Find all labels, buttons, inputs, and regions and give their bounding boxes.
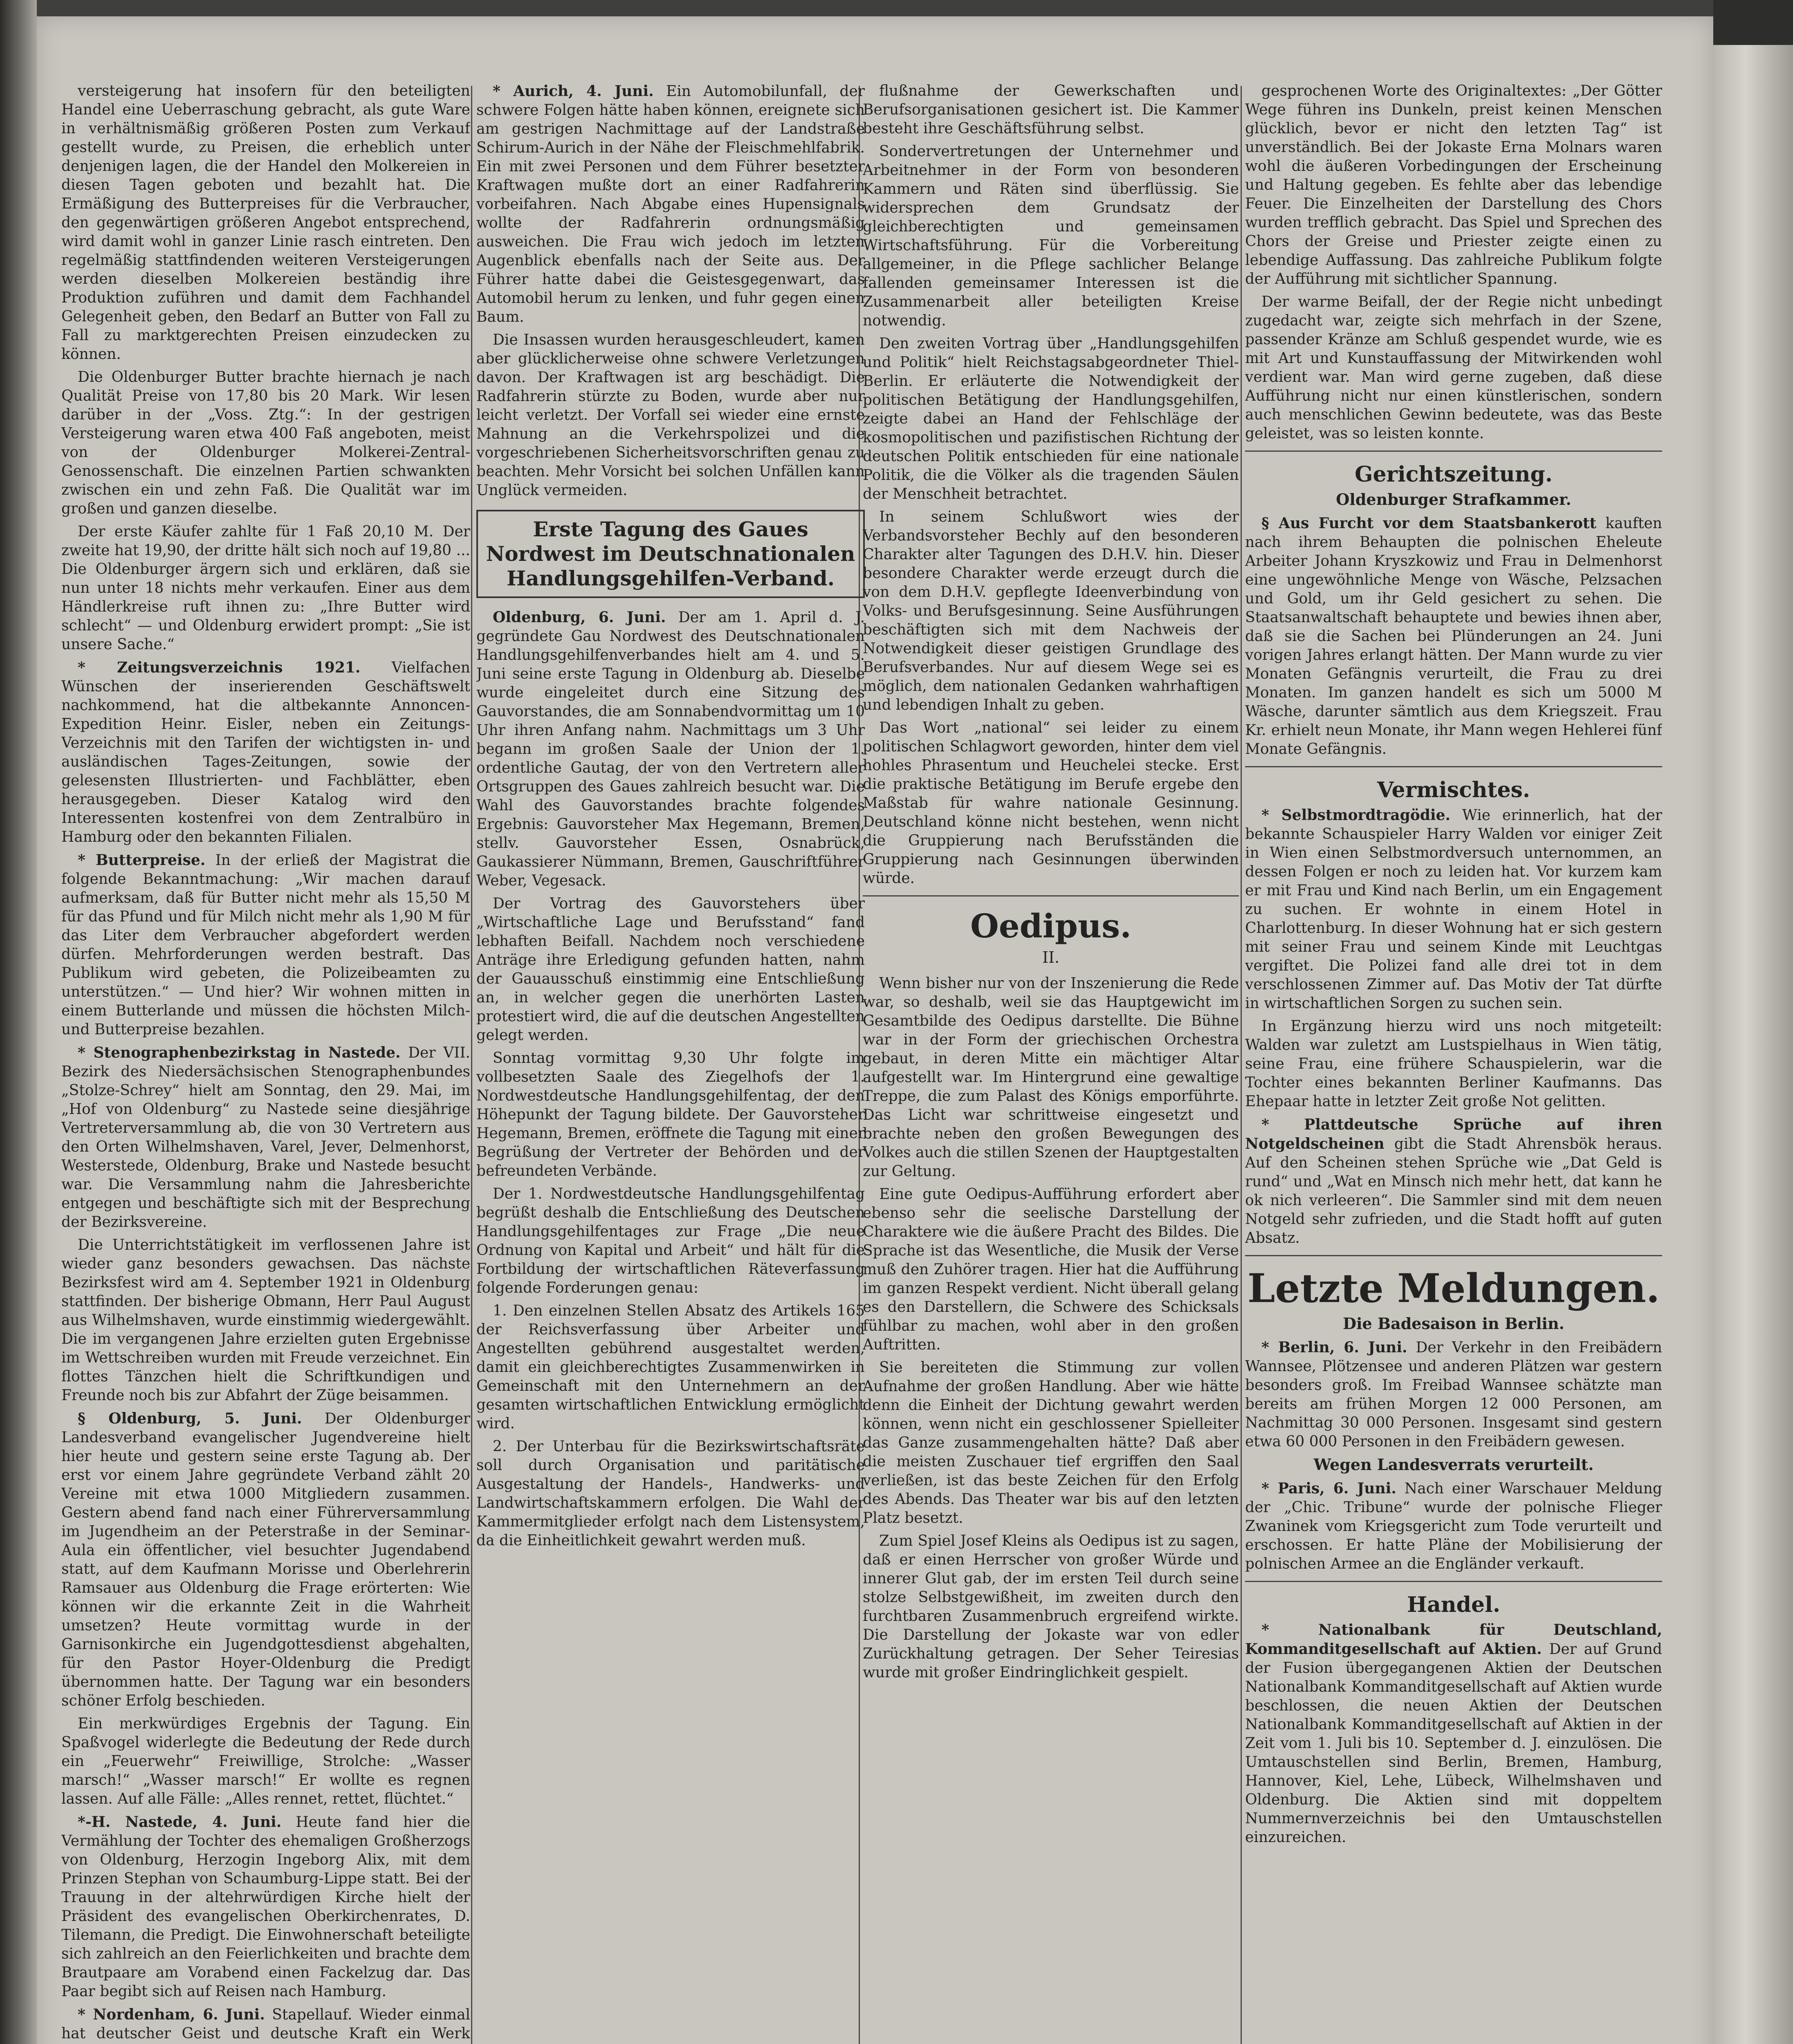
article-text: Der am 1. April d. J. gegründete Gau Nordwest des Deutschnationalen Handlungsgehilfenverbandes hielt am 4. und 5. Juni seine erste Tagung in Oldenburg ab. Dieselbe wurde eingeleitet durch eine Sitzung des Gauvorstandes, die am Sonnabendvormittag um 10 Uhr ihren Anfang nahm. Nachmittags um 3 Uhr begann im großen Saale der Union der 1. ordentliche Gautag, der von den Vertretern aller Ortsgruppen des Gaues zahlreich besucht war. Die Wahl des Gauvorstandes brachte folgendes Ergebnis: Gauvorsteher Max Hegemann, Bremen, stellv. Gauvorsteher Essen, Osnabrück, Gaukassierer Nümmann, Bremen, Gauschriftführer Weber, Vegesack. (476, 609, 865, 889)
article-text: Der Vortrag des Gauvorstehers über „Wirtschaftliche Lage und Berufsstand“ fand lebhaften Beifall. Nachdem noch verschiedene Anträge ihre Erledigung gefunden hatten, nahm der Gauausschuß einstimmig eine Entschließung an, in welcher gegen die unerhörten Lasten protestiert wird, die auf die deutschen Angestellten gelegt werden. (476, 895, 865, 1044)
article-text: Ein Automobilunfall, der schwere Folgen hätte haben können, ereignete sich am gestrigen Nachmittage auf der Landstraße Schirum-Aurich in der Nähe der Fleischmehlfabrik. Ein mit zwei Personen und dem Führer besetzter Kraftwagen mußte dort an einer Radfahrerin vorbeifahren. Nach Abgabe eines Hupensignals wollte der Radfahrerin ordnungsmäßig ausweichen. Die Frau wich jedoch im letzten Augenblick ebenfalls nach der Seite aus. Der Führer hatte dabei die Geistesgegenwart, das Automobil herum zu lenken, und fuhr gegen einen Baum. (476, 83, 865, 325)
section-divider (1245, 766, 1662, 767)
article-text: 1. Den einzelnen Stellen Absatz des Artikels 165 der Reichsverfassung über Arbeiter und Angestellten gebührend ausgestaltet werden, damit ein gleichberechtigtes Zusammenwirken in Gemeinschaft mit den Unternehmern an der gesamten wirtschaftlichen Entwicklung ermöglicht wird. (476, 1302, 865, 1432)
article-heading: * Aurich, 4. Juni. (493, 83, 654, 100)
article-paragraph (1245, 806, 1662, 1013)
article-paragraph (61, 1043, 470, 1232)
article-heading: * Stenographenbezirkstag in Nastede. (78, 1044, 401, 1061)
section-divider (1245, 450, 1662, 452)
article-heading: § Aus Furcht vor dem Staatsbankerott (1261, 515, 1597, 532)
column-3 (863, 82, 1239, 2044)
article-paragraph (1245, 1620, 1662, 1847)
section-subtitle: Die Badesaison in Berlin. (1343, 1314, 1564, 1333)
article-text: Stapellauf. Wieder einmal hat deutscher Geist und deutsche Kraft ein Werk (61, 2006, 470, 2042)
article-text: Zum Spiel Josef Kleins als Oedipus ist zu sagen, daß er einen Herrscher von großer Würde und innerer Glut gab, der im ersten Teil durch seine stolze Selbstgewißheit, im zweiten durch den furchtbaren Zusammenbruch ergreifend wirkte. Die Darstellung der Jokaste war von edler Zurückhaltung getragen. Der Seher Teiresias wurde mit großer Eindringlichkeit gespielt. (863, 1533, 1239, 1681)
article-text: gibt die Stadt Ahrensbök heraus. Auf den Scheinen stehen Sprüche wie „Dat Geld is rund“ und „Wat en Minsch nich mehr hett, dat kann he ok nich verleeren“. Die Sammler sind mit dem neuen Notgeld sehr zufrieden, und die Stadt hofft auf guten Absatz. (1245, 1136, 1662, 1246)
article-text: Nach einer Warschauer Meldung der „Chic. Tribune“ wurde der polnische Flieger Zwaninek vom Kriegsgericht zum Tode verurteilt und erschossen. Er hatte Pläne der Mobilisierung der polnischen Armee an die Engländer verkauft. (1245, 1480, 1662, 1572)
article-paragraph (476, 608, 865, 890)
article-heading: * Nordenham, 6. Juni. (78, 2006, 265, 2023)
article-text: In Ergänzung hierzu wird uns noch mitgeteilt: Walden war zuletzt am Lustspielhaus in Wien tätig, seine Frau, eine frühere Schauspielerin, war die Tochter eines bekannten Berliner Kaufmanns. Das Ehepaar hatte in letzter Zeit große Not gelitten. (1245, 1018, 1662, 1110)
article-heading: Oldenburg, 6. Juni. (493, 609, 666, 626)
article-heading: * Nationalbank für Deutschland, Kommanditgesellschaft auf Aktien. (1245, 1621, 1662, 1658)
article-text: Der Oldenburger Landesverband evangelischer Jugendvereine hielt hier heute und gestern seine erste Tagung ab. Der erst vor einem Jahre gegründete Verband zählt 20 Vereine mit etwa 1000 Mitgliedern zusammen. Gestern abend fand nach einer Führerversammlung im Jugendheim an der Peterstraße in der Seminar-Aula ein öffentlicher, viel besuchter Jugendabend statt, auf dem Kaufmann Morisse und Oberlehrerin Ramsauer aus Oldenburg die Frage erörterten: Wie können wir die erkannte Zeit in die Wahrheit umsetzen? Heute vormittag wurde in der Garnisonkirche ein Jugendgottesdienst abgehalten, für den Pastor Hoyer-Oldenburg die Predigt übernommen hatte. Der Tagung war ein besonders schöner Erfolg beschieden. (61, 1410, 470, 1709)
article-text: Sondervertretungen der Unternehmer und Arbeitnehmer in der Form von besonderen Kammern und Räten sind überflüssig. Sie widersprechen dem Grundsatz der gleichberechtigten und gemeinsamen Wirtschaftsführung. Für die Vorbereitung allgemeiner, in die Pflege sachlicher Belange fallenden gemeinsamer Interessen ist die Zusammenarbeit aller beteiligten Kreise notwendig. (863, 143, 1239, 329)
article-paragraph (61, 658, 470, 847)
section-divider (1245, 1255, 1662, 1256)
article-text: Die Oldenburger Butter brachte hiernach je nach Qualität Preise von 17,80 bis 20 Mark. Wir lesen darüber in der „Voss. Ztg.“: In der gestrigen Versteigerung waren etwa 400 Faß angeboten, meist von der Oldenburger Molkerei-Zentral-Genossenschaft. Die einzelnen Partien schwankten zwischen ein und zehn Faß. Die Qualität war im großen und ganzen dieselbe. (61, 369, 470, 517)
article-heading: * Paris, 6. Juni. (1261, 1480, 1396, 1497)
column-1 (61, 82, 470, 2044)
article-heading: * Butterpreise. (78, 852, 206, 869)
article-text: Eine gute Oedipus-Aufführung erfordert aber ebenso sehr die seelische Darstellung der Charaktere wie die äußere Pracht des Bildes. Die Sprache ist das Wesentliche, die Musik der Verse muß den Zuhörer tragen. Hier hat die Aufführung im ganzen Respekt verdient. Nicht überall gelang es den Darstellern, die Schwere des Schicksals fühlbar zu machen, wohl aber in den großen Auftritten. (863, 1186, 1239, 1353)
article-text: Der 1. Nordwestdeutsche Handlungsgehilfentag begrüßt deshalb die Entschließung des Deutschen Handlungsgehilfentages zur Frage „Die neue Ordnung von Kapital und Arbeit“ und hält für die Fortbildung der wirtschaftlichen Räteverfassung folgende Forderungen genau: (476, 1186, 865, 1296)
article-paragraph (1245, 1338, 1662, 1451)
feuilleton-part-number: II. (1042, 948, 1060, 966)
article-text: Der auf Grund der Fusion übergegangenen Aktien der Deutschen Nationalbank Kommanditgesellschaft auf Aktien wurde beschlossen, die neuen Aktien der Deutschen Nationalbank Kommanditgesellschaft auf Aktien in der Zeit vom 1. Juli bis 10. September d. J. einzulösen. Die Umtauschstellen sind Berlin, Bremen, Hamburg, Hannover, Kiel, Lehe, Lübeck, Wilhelmshaven und Oldenburg. Die Aktien sind mit doppeltem Nummernverzeichnis bei den Umtauschstellen einzureichen. (1245, 1641, 1662, 1846)
column-rule (471, 86, 472, 2044)
article-text: gesprochenen Worte des Originaltextes: „Der Götter Wege führen ins Dunkeln, preist keinen Menschen glücklich, bevor er nicht den letzten Tag“ ist unverständlich. Bei der Jokaste Erna Molnars waren wohl die äußeren Vorbedingungen der Erscheinung und Haltung gegeben. Es fehlte aber das lebendige Feuer. Die Einzelheiten der Darstellung des Chors wurden trefflich gebracht. Das Spiel und Sprechen des Chors der Greise und Priester zeigte einen zu lebendige Auffassung. Das zahlreiche Publikum folgte der Aufführung mit sichtlicher Spannung. (1245, 83, 1662, 287)
section-title-trade: Handel. (1407, 1592, 1500, 1617)
article-heading: * Berlin, 6. Juni. (1261, 1339, 1407, 1356)
article-heading: *-H. Nastede, 4. Juni. (78, 1813, 282, 1831)
article-text: kauften nach ihrem Behaupten die polnischen Eheleute Arbeiter Johann Kryszkowiz und Frau in Delmenhorst eine ungewöhnliche Menge von Wäsche, Pelzsachen und Gold, um ihr Geld gesichert zu sehen. Die Staatsanwaltschaft behauptete und bewies ihnen aber, daß sie die Sachen bei Plünderungen an 24. Juni vorigen Jahres erlangt hätten. Der Mann wurde zu vier Monaten Gefängnis verurteilt, die Frau zu drei Monaten. Im ganzen handelt es sich um 5000 M Wäsche, darunter sämtlich aus dem Kriegszeit. Frau Kr. erhielt neun Monate, ihr Mann wegen Hehlerei fünf Monate Gefängnis. (1245, 515, 1662, 758)
section-divider (1245, 1581, 1662, 1582)
article-paragraph (61, 1409, 470, 1710)
section-subtitle: Oldenburger Strafkammer. (1336, 490, 1571, 509)
article-text: Das Wort „national“ sei leider zu einem politischen Schlagwort geworden, hinter dem viel hohles Phrasentum und Heuchelei stecke. Erst die praktische Betätigung im Berufe ergebe den Maßstab für wahre nationale Gesinnung. Deutschland könne nicht bestehen, wenn nicht die Gruppierung nach Berufsständen die Gruppierung nach Gesinnungen überwinden würde. (863, 719, 1239, 887)
article-text: versteigerung hat insofern für den beteiligten Handel eine Ueberraschung gebracht, als gute Ware in verhältnismäßig größeren Posten zum Verkauf gestellt wurde, zu Preisen, die erheblich unter denjenigen lagen, die der Handel den Molkereien in diesen Tagen geboten und bezahlt hat. Die Ermäßigung des Butterpreises für die Verbraucher, den gegenwärtigen größeren Angebot entsprechend, wird damit wohl in ganzer Linie rasch eintreten. Den regelmäßig stattfindenden weiteren Versteigerungen werden dieselben Molkereien beständig ihre Produktion zuführen und damit dem Fachhandel Gelegenheit geben, den Bedarf an Butter von Fall zu Fall zu marktgerechten Preisen einzudecken zu können. (61, 83, 470, 363)
article-text: 2. Der Unterbau für die Bezirkswirtschaftsräte soll durch Organisation und paritätische Ausgestaltung der Handels-, Handwerks- und Landwirtschaftskammern erfolgen. Die Wahl der Kammermitglieder erfolgt nach dem Listensystem, da die Einheitlichkeit gewahrt werden muß. (476, 1438, 865, 1549)
article-paragraph (1245, 514, 1662, 759)
boxed-headline: Erste Tagung des Gaues Nordwest im Deutschnationalen Handlungsgehilfen-Verband. (476, 510, 865, 598)
article-paragraph (61, 851, 470, 1039)
article-text: Sie bereiteten die Stimmung zur vollen Aufnahme der großen Handlung. Aber wie hätte denn die Einheit der Dichtung gewahrt werden können, wenn nicht ein geschlossener Spielleiter das Ganze zusammengehalten hätte? Daß aber die meisten Zuschauer tief ergriffen den Saal verließen, ist das beste Zeichen für den Erfolg des Abends. Das Theater war bis auf den letzten Platz besetzt. (863, 1359, 1239, 1526)
article-heading: * Plattdeutsche Sprüche auf ihren Notgeldscheinen (1245, 1116, 1662, 1152)
feuilleton-title: Oedipus. (970, 907, 1131, 945)
book-spine (0, 0, 37, 2044)
section-title-latest-news: Letzte Meldungen. (1247, 1265, 1660, 1311)
section-title-court: Gerichtszeitung. (1355, 462, 1553, 487)
article-heading: * Zeitungsverzeichnis 1921. (78, 659, 361, 676)
article-text: Der erste Käufer zahlte für 1 Faß 20,10 M. Der zweite hat 19,90, der dritte hält sich noch auf 19,80 ... Die Oldenburger ärgern sich und erklären, daß sie nun unter 18 nichts mehr verkaufen. Einer aus dem Händlerkreise ruft ihnen zu: „Ihre Butter wird schlecht“ — und Oldenburg erwidert prompt: „Sie ist unsere Sache.“ (61, 523, 470, 653)
article-text: Heute fand hier die Vermählung der Tochter des ehemaligen Großherzogs von Oldenburg, Herzogin Ingeborg Alix, mit dem Prinzen Stephan von Schaumburg-Lippe statt. Bei der Trauung in der altehrwürdigen Kirche hielt der Präsident des evangelischen Oberkirchenrates, D. Tilemann, die Predigt. Die Einwohnerschaft beteiligte sich zahlreich an den Feierlichkeiten und brachte dem Brautpaare am Vorabend einen Fackelzug dar. Das Paar begibt sich auf Reisen nach Hamburg. (61, 1814, 470, 2000)
article-text: Vielfachen Wünschen der inserierenden Geschäftswelt nachkommend, hat die altbekannte Annoncen-Expedition Heinr. Eisler, neben ein Zeitungs-Verzeichnis mit den Tarifen der wichtigsten in- und ausländischen Tages-Zeitungen, sowie der gelesensten Illustrierten- und Fachblätter, eben herausgegeben. Dieser Katalog wird den Interessenten kostenfrei von dem Zentralbüro in Hamburg oder den bekannten Filialen. (61, 659, 470, 845)
article-text: Der Verkehr in den Freibädern Wannsee, Plötzensee und anderen Plätzen war gestern besonders groß. Im Freibad Wannsee schätzte man bereits am frühen Morgen 12 000 Personen, am Nachmittag 30 000 Personen. Insgesamt sind gestern etwa 60 000 Personen in den Freibädern gewesen. (1245, 1339, 1662, 1450)
article-text: Der VII. Bezirk des Niedersächsischen Stenographenbundes „Stolze-Schrey“ hielt am Sonntag, den 29. Mai, im „Hof von Oldenburg“ zu Nastede seine diesjährige Vertreterversammlung ab, die von 30 Vertretern aus den Orten Wilhelmshaven, Varel, Jever, Delmenhorst, Westerstede, Oldenburg, Brake und Nastede besucht war. Die Versammlung nahm die Jahresberichte entgegen und beschäftigte sich mit der Besprechung der Bezirksvereine. (61, 1044, 470, 1230)
page-edge-shadow (1713, 0, 1793, 45)
article-heading: * Selbstmordtragödie. (1261, 807, 1451, 824)
article-paragraph (1245, 1115, 1662, 1248)
article-text: Der warme Beifall, der der Regie nicht unbedingt zugedacht war, zeigte sich mehrfach in der Szene, passender Kränze am Schluß gespendet wurde, wie es mit Art und Kunstauffassung der Mitwirkenden wohl verdient war. Man wird gerne zugeben, daß diese Aufführung nicht nur einen künstlerischen, sondern auch menschlichen Gewinn bedeutete, was das Beste geleistet, was so leisten konnte. (1245, 294, 1662, 442)
section-divider (863, 895, 1239, 896)
article-text: In der erließ der Magistrat die folgende Bekanntmachung: „Wir machen darauf aufmerksam, daß für Butter nicht mehr als 15,50 M für das Pfund und für Milch nicht mehr als 1,90 M für das Liter dem Verbraucher abgefordert werden dürfen. Mehrforderungen werden bestraft. Das Publikum wird gebeten, die Polizeibeamten zu unterstützen.“ — Und hier? Wir wohnen mitten in einem Butterlande und müssen die höchsten Milch- und Butterpreise bezahlen. (61, 852, 470, 1038)
column-2 (476, 82, 865, 2044)
page-stack-edge (1713, 45, 1793, 2044)
section-subtitle: Wegen Landesverrats verurteilt. (1313, 1455, 1594, 1474)
article-heading: § Oldenburg, 5. Juni. (78, 1410, 302, 1427)
column-4 (1245, 82, 1662, 2044)
article-paragraph (61, 2005, 470, 2044)
article-text: Wenn bisher nur von der Inszenierung die Rede war, so deshalb, weil sie das Hauptgewicht im Gesamtbilde des Oedipus darstellte. Die Bühne war in der Form der griechischen Orchestra gebaut, in deren Mitte ein mächtiger Altar aufgestellt war. Im Hintergrund eine gewaltige Treppe, die zum Palast des Königs emporführte. Das Licht war schrittweise eingesetzt und brachte neben den großen Bewegungen des Volkes auch die stillen Szenen der Hauptgestalten zur Geltung. (863, 975, 1239, 1180)
article-text: In seinem Schlußwort wies der Verbandsvorsteher Bechly auf den besonderen Charakter alter Tagungen des D.H.V. hin. Dieser besondere Charakter werde erzeugt durch die von dem D.H.V. gepflegte Ideenverbindung von Volks- und Berufsgesinnung. Seine Ausführungen beschäftigten sich mit dem Nachweis der Notwendigkeit dieser geistigen Grundlage des Berufsverbandes. Nur auf diesem Wege sei es möglich, dem nationalen Gedanken wahrhaftigen und lebendigen Inhalt zu geben. (863, 509, 1239, 713)
article-text: Die Insassen wurden herausgeschleudert, kamen aber glücklicherweise ohne schwere Verletzungen davon. Der Kraftwagen ist arg beschädigt. Die Radfahrerin stürzte zu Boden, wurde aber nur leicht verletzt. Der Vorfall sei wieder eine ernste Mahnung an die Verkehrspolizei und die vorgeschriebenen Sicherheitsvorschriften genau zu beachten. Mehr Vorsicht bei solchen Unfällen kann Unglück vermeiden. (476, 332, 865, 499)
article-paragraph (1245, 1479, 1662, 1573)
article-text: flußnahme der Gewerkschaften und Berufsorganisationen gesichert ist. Die Kammer besteht ihre Geschäftsführung selbst. (863, 83, 1239, 137)
section-title-misc: Vermischtes. (1377, 778, 1530, 802)
article-paragraph (476, 82, 865, 327)
article-text: Den zweiten Vortrag über „Handlungsgehilfen und Politik“ hielt Reichstagsabgeordneter Thiel-Berlin. Er erläuterte die Notwendigkeit der politischen Betätigung der Handlungsgehilfen, zeigte dabei an Hand der Fehlschläge der kosmopolitischen und pazifistischen Richtung der deutschen Politik entschieden für eine nationale Politik, die die Völker als die tragenden Säulen der Menschheit betrachtet. (863, 335, 1239, 502)
article-text: Die Unterrichtstätigkeit im verflossenen Jahre ist wieder ganz besonders gewachsen. Das nächste Bezirksfest wird am 4. September 1921 in Oldenburg stattfinden. Der bisherige Obmann, Herr Paul August aus Wilhelmshaven, wurde einstimmig wiedergewählt. Die im vergangenen Jahre erzielten guten Ergebnisse im Wettschreiben wurden mit Freude verzeichnet. Ein flottes Tänzchen hielt die Schriftkundigen und Freunde noch bis zur Abfahrt der Züge beisammen. (61, 1237, 470, 1404)
article-text: Wie erinnerlich, hat der bekannte Schauspieler Harry Walden vor einiger Zeit in Wien einen Selbstmordversuch unternommen, an dessen Folgen er noch zu leiden hat. Vor kurzem kam er mit Frau und Kind nach Berlin, um ein Engagement zu suchen. Er wohnte in einem Hotel in Charlottenburg. In dieser Wohnung hat er sich gestern mit seiner Frau und seinem Kinde mit Leuchtgas vergiftet. Die Polizei fand alle drei tot in dem verschlossenen Zimmer auf. Das Motiv der Tat dürfte in wirtschaftlichen Sorgen zu suchen sein. (1245, 807, 1662, 1012)
article-paragraph (61, 1813, 470, 2001)
article-text: Ein merkwürdiges Ergebnis der Tagung. Ein Spaßvogel widerlegte die Bedeutung der Rede durch ein „Feuerwehr“ Freiwillige, Strolche: „Wasser marsch!“ „Wasser marsch!“ Er wollte es regnen lassen. Auf alle Fälle: „Alles rennet, rettet, flüchtet.“ (61, 1715, 470, 1807)
article-text: Sonntag vormittag 9,30 Uhr folgte im vollbesetzten Saale des Ziegelhofs der 1. Nordwestdeutsche Handlungsgehilfentag, der den Höhepunkt der Tagung bildete. Der Gauvorsteher Hegemann, Bremen, eröffnete die Tagung mit einer Begrüßung der Vertreter der Behörden und der befreundeten Verbände. (476, 1050, 865, 1179)
column-rule (1241, 86, 1242, 2044)
